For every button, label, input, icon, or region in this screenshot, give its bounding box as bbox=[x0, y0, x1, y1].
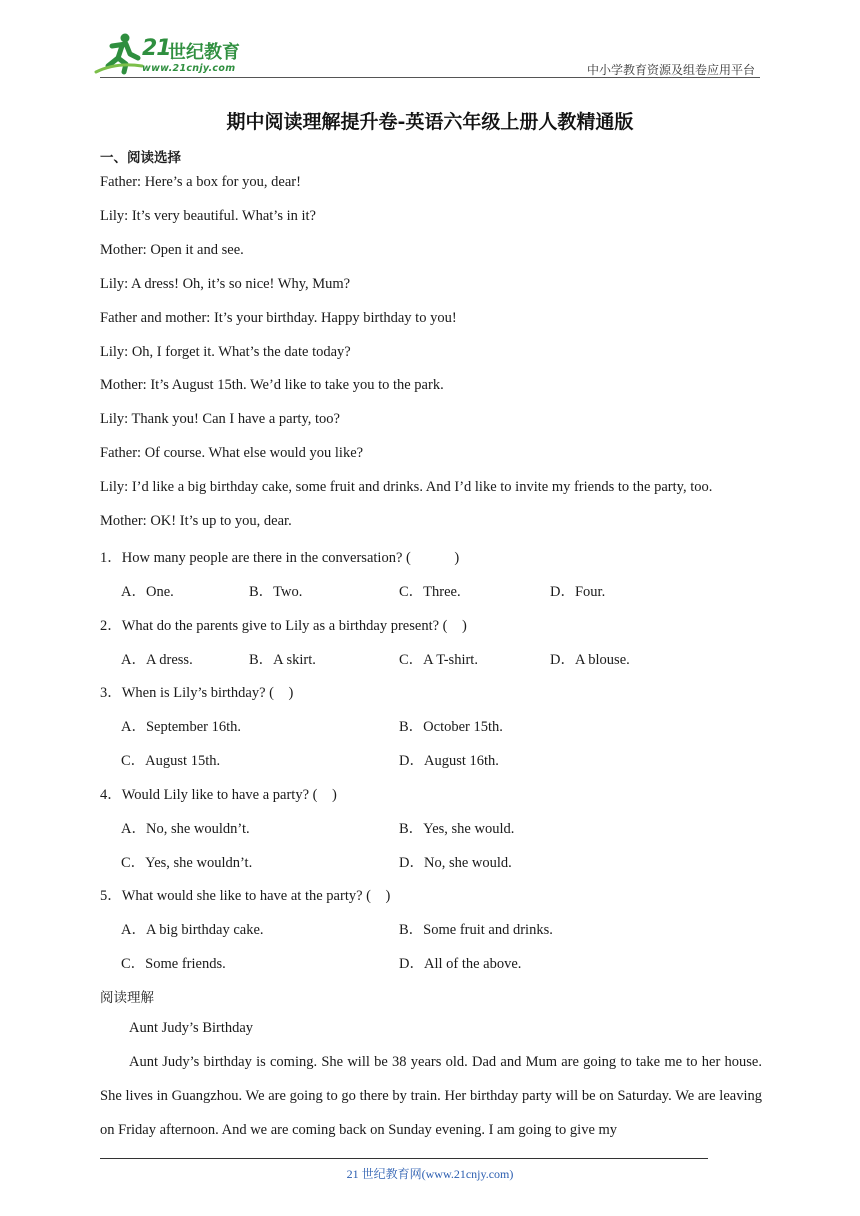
option-4b[interactable]: B．Yes, she would. bbox=[399, 821, 515, 837]
section-label: 阅读理解 bbox=[100, 990, 154, 1006]
page-title: 期中阅读理解提升卷-英语六年级上册人教精通版 bbox=[226, 111, 634, 133]
footer-divider bbox=[100, 1158, 708, 1159]
dialogue-line: Lily: A dress! Oh, it’s so nice! Why, Mum? bbox=[100, 276, 351, 292]
page-header bbox=[0, 0, 860, 80]
option-4c[interactable]: C．Yes, she wouldn’t. bbox=[121, 855, 253, 871]
dialogue-line: Lily: It’s very beautiful. What’s in it? bbox=[100, 208, 316, 224]
site-logo[interactable] bbox=[92, 32, 262, 78]
dialogue-line: Lily: I’d like a big birthday cake, some fruit and drinks. And I’d like to invite my friends to the party, too. bbox=[100, 479, 713, 495]
question-4: 4．Would Lily like to have a party? ( ) bbox=[100, 787, 337, 803]
option-5d[interactable]: D．All of the above. bbox=[399, 956, 522, 972]
passage-title: Aunt Judy’s Birthday bbox=[129, 1020, 254, 1036]
option-1c[interactable]: C．Three. bbox=[399, 584, 461, 600]
option-5c[interactable]: C．Some friends. bbox=[121, 956, 226, 972]
dialogue-line: Father: Here’s a box for you, dear! bbox=[100, 174, 301, 190]
option-3d[interactable]: D．August 16th. bbox=[399, 753, 499, 769]
logo-number: 21 bbox=[142, 36, 171, 61]
question-5: 5．What would she like to have at the party? ( ) bbox=[100, 888, 391, 904]
dialogue-line: Lily: Oh, I forget it. What’s the date today? bbox=[100, 344, 351, 360]
passage-text: Aunt Judy’s birthday is coming. She will be 38 years old. Dad and Mum are going to take me to her house. She lives in Guangzhou. We are going to go there by train. Her birthday party will be on Saturday. We are leaving on Friday afternoon. And we are coming back on Sunday evening. I am going to give my bbox=[100, 1054, 762, 1138]
runner-logo-icon bbox=[92, 32, 144, 76]
option-2d[interactable]: D．A blouse. bbox=[550, 652, 630, 668]
option-1d[interactable]: D．Four. bbox=[550, 584, 606, 600]
dialogue-line: Mother: Open it and see. bbox=[100, 242, 244, 258]
option-4a[interactable]: A．No, she wouldn’t. bbox=[121, 821, 250, 837]
header-divider bbox=[100, 77, 760, 78]
option-3b[interactable]: B．October 15th. bbox=[399, 719, 503, 735]
option-1a[interactable]: A．One. bbox=[121, 584, 174, 600]
dialogue-line: Father and mother: It’s your birthday. Happy birthday to you! bbox=[100, 310, 457, 326]
logo-url: www.21cnjy.com bbox=[142, 63, 236, 74]
option-5b[interactable]: B．Some fruit and drinks. bbox=[399, 922, 553, 938]
platform-name: 中小学教育资源及组卷应用平台 bbox=[586, 63, 755, 77]
option-2b[interactable]: B．A skirt. bbox=[249, 652, 316, 668]
option-5a[interactable]: A．A big birthday cake. bbox=[121, 922, 264, 938]
question-3: 3．When is Lily’s birthday? ( ) bbox=[100, 685, 294, 701]
question-1: 1．How many people are there in the conversation? ( ) bbox=[100, 550, 460, 566]
option-2a[interactable]: A．A dress. bbox=[121, 652, 193, 668]
option-2c[interactable]: C．A T-shirt. bbox=[399, 652, 478, 668]
dialogue-line: Lily: Thank you! Can I have a party, too? bbox=[100, 411, 340, 427]
option-3c[interactable]: C．August 15th. bbox=[121, 753, 221, 769]
option-1b[interactable]: B．Two. bbox=[249, 584, 303, 600]
dialogue-line: Mother: OK! It’s up to you, dear. bbox=[100, 513, 292, 529]
logo-text: 世纪教育 bbox=[168, 42, 240, 63]
footer-link[interactable]: 21 世纪教育网(www.21cnjy.com) bbox=[346, 1167, 514, 1181]
option-4d[interactable]: D．No, she would. bbox=[399, 855, 512, 871]
section-heading: 一、阅读选择 bbox=[100, 150, 181, 166]
dialogue-line: Father: Of course. What else would you like? bbox=[100, 445, 364, 461]
dialogue-line: Mother: It’s August 15th. We’d like to take you to the park. bbox=[100, 377, 444, 393]
question-2: 2．What do the parents give to Lily as a birthday present? ( ) bbox=[100, 618, 467, 634]
option-3a[interactable]: A．September 16th. bbox=[121, 719, 242, 735]
